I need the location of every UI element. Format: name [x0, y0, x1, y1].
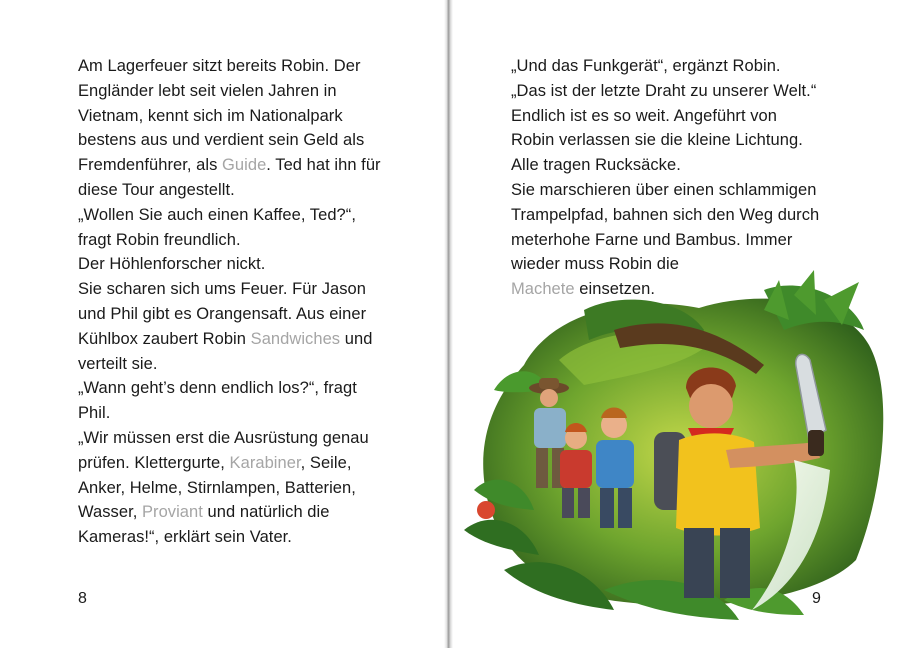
text-segment: Engländer lebt seit vielen Jahren in — [78, 81, 337, 100]
text-line — [511, 228, 819, 253]
glossary-term: Machete — [511, 280, 575, 299]
text-segment: Der Höhlenforscher nickt. — [78, 255, 266, 274]
text-line — [511, 153, 819, 178]
text-segment: wieder muss Robin die — [511, 255, 679, 274]
text-line — [78, 525, 381, 550]
text-segment: fragt Robin freundlich. — [78, 230, 241, 249]
text-segment: Alle tragen Rucksäcke. — [511, 156, 681, 175]
text-line — [511, 178, 819, 203]
text-segment: Fremdenführer, als — [78, 156, 223, 175]
text-line — [78, 178, 381, 203]
text-segment: „Wir müssen erst die Ausrüstung genau — [78, 428, 369, 447]
text-line — [78, 426, 381, 451]
text-line — [78, 203, 381, 228]
text-segment: Endlich ist es so weit. Angeführt von — [511, 106, 777, 125]
text-segment: Sie scharen sich ums Feuer. Für Jason — [78, 280, 366, 299]
text-segment: bestens aus und verdient sein Geld als — [78, 131, 365, 150]
text-segment: „Wollen Sie auch einen Kaffee, Ted?“, — [78, 205, 356, 224]
text-segment: . Ted hat ihn für — [266, 156, 381, 175]
text-line — [511, 54, 819, 79]
text-segment: „Und das Funkgerät“, ergänzt Robin. — [511, 57, 781, 75]
text-segment: prüfen. Klettergurte, — [78, 453, 230, 472]
glossary-term: Sandwiches — [250, 329, 341, 348]
text-segment: Sie marschieren über einen schlammigen — [511, 180, 817, 199]
text-line — [511, 203, 819, 228]
text-segment: meterhohe Farne und Bambus. Immer — [511, 230, 793, 249]
text-segment: Kühlbox zaubert Robin — [78, 329, 251, 348]
text-segment: und — [340, 329, 373, 348]
text-line — [78, 277, 381, 302]
text-line — [78, 376, 381, 401]
text-segment: Trampelpfad, bahnen sich den Weg durch — [511, 205, 820, 224]
text-line — [78, 352, 381, 377]
text-segment: und Phil gibt es Orangensaft. Aus einer — [78, 304, 367, 323]
book-gutter — [444, 0, 453, 648]
text-line — [78, 500, 381, 525]
text-line — [511, 104, 819, 129]
text-line — [78, 252, 381, 277]
right-page — [452, 0, 899, 648]
text-line — [78, 476, 381, 501]
text-segment: „Wann geht’s denn endlich los?“, fragt — [78, 379, 357, 398]
text-segment: diese Tour angestellt. — [78, 180, 235, 199]
right-page-text — [511, 54, 819, 302]
text-line — [78, 302, 381, 327]
text-segment: und natürlich die — [202, 503, 330, 522]
text-line — [78, 128, 381, 153]
glossary-term: Karabiner — [229, 453, 301, 472]
text-segment: Kameras!“, erklärt sein Vater. — [78, 528, 292, 547]
text-segment: Am Lagerfeuer sitzt bereits Robin. Der — [78, 57, 361, 75]
text-line — [78, 79, 381, 104]
text-segment: „Das ist der letzte Draht zu unserer Welt.“ — [511, 81, 817, 100]
text-line — [78, 401, 381, 426]
jungle-illustration — [464, 270, 899, 630]
text-line — [78, 228, 381, 253]
text-line — [78, 54, 381, 79]
left-page-text — [78, 54, 381, 550]
text-line — [511, 128, 819, 153]
page-number-left: 8 — [78, 590, 87, 607]
text-segment: , Seile, — [300, 453, 352, 472]
glossary-term: Guide — [222, 156, 267, 175]
text-line — [511, 79, 819, 104]
text-segment: Anker, Helme, Stirnlampen, Batterien, — [78, 478, 356, 497]
left-page — [0, 0, 447, 648]
text-line — [78, 104, 381, 129]
text-segment: einsetzen. — [574, 280, 655, 299]
text-segment: Robin verlassen sie die kleine Lichtung. — [511, 131, 803, 150]
page-number-right: 9 — [812, 590, 821, 607]
glossary-term: Proviant — [141, 503, 203, 522]
text-segment: Phil. — [78, 404, 111, 423]
text-segment: Vietnam, kennt sich im Nationalpark — [78, 106, 343, 125]
text-line — [78, 451, 381, 476]
text-line — [78, 327, 381, 352]
text-line — [78, 153, 381, 178]
text-segment: Wasser, — [78, 503, 142, 522]
text-segment: verteilt sie. — [78, 354, 158, 373]
